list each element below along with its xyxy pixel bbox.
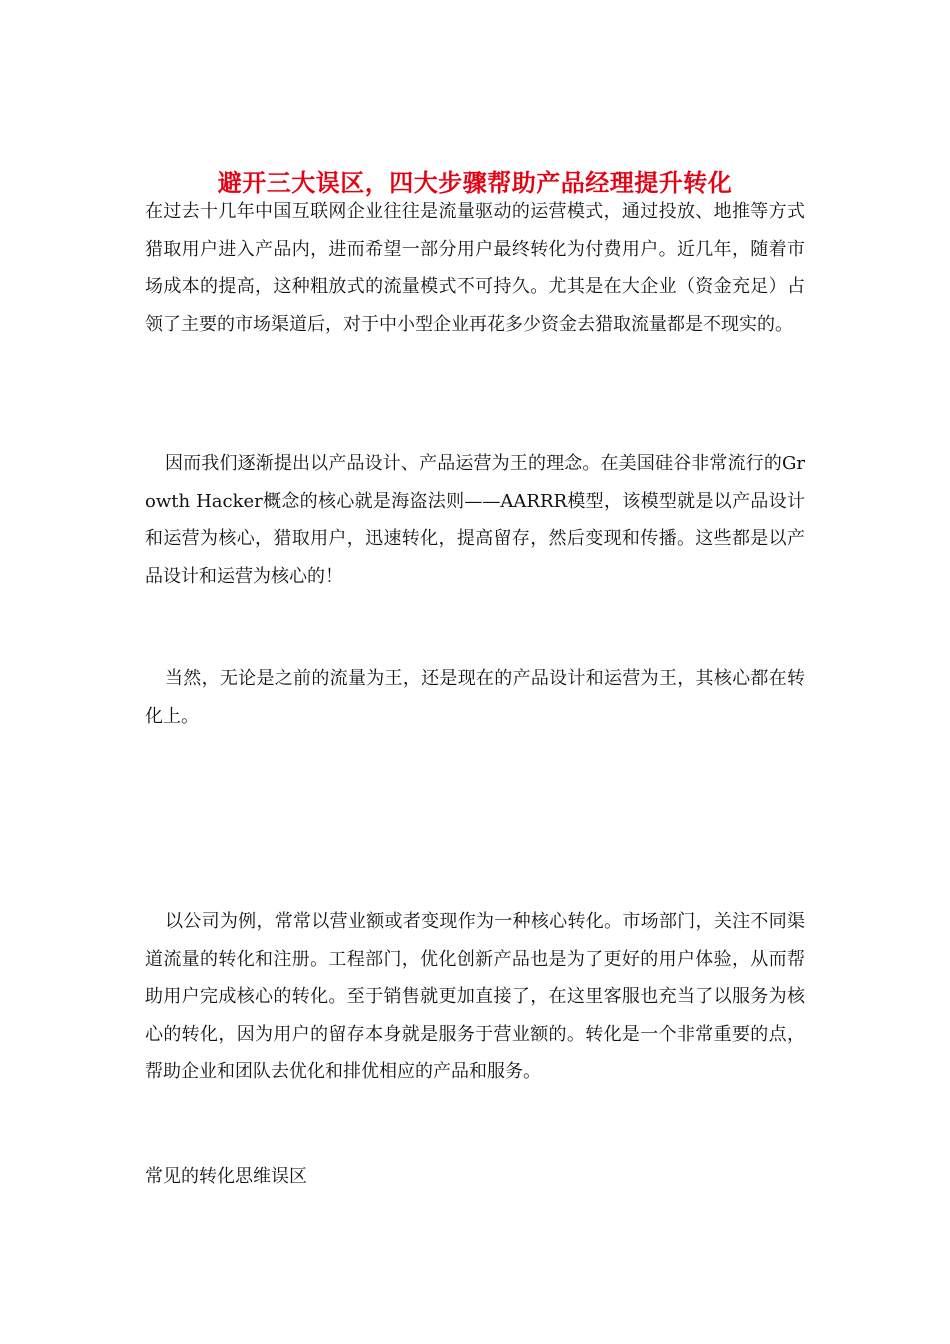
paragraph-growth-hacker: 因而我们逐渐提出以产品设计、产品运营为王的理念。在美国硅谷非常流行的Growth Hacker概念的核心就是海盗法则——AARRR模型，该模型就是以产品设计和运营为核心，猎取用户，迅速转化，提高留存，然后变现和传播。这些都是以产品设计和运营为核心的！ (145, 453, 805, 587)
section-heading: 常见的转化思维误区 (145, 1166, 307, 1187)
paragraph-intro: 在过去十几年中国互联网企业往往是流量驱动的运营模式，通过投放、地推等方式猎取用户进入产品内，进而希望一部分用户最终转化为付费用户。近几年，随着市场成本的提高，这种粗放式的流量模式不可持久。尤其是在大企业（资金充足）占领了主要的市场渠道后，对于中小型企业再花多少资金去猎取流量都是不现实的。 (145, 201, 805, 335)
paragraph-conversion-core: 当然，无论是之前的流量为王，还是现在的产品设计和运营为王，其核心都在转化上。 (145, 668, 805, 727)
paragraph-company-example: 以公司为例，常常以营业额或者变现作为一种核心转化。市场部门，关注不同渠道流量的转化和注册。工程部门，优化创新产品也是为了更好的用户体验，从而帮助用户完成核心的转化。至于销售就更加直接了，在这里客服也充当了以服务为核心的转化，因为用户的留存本身就是服务于营业额的。转化是一个非常重要的点，帮助企业和团队去优化和排优相应的产品和服务。 (145, 911, 805, 1082)
document-title: 避开三大误区，四大步骤帮助产品经理提升转化 (217, 168, 733, 198)
